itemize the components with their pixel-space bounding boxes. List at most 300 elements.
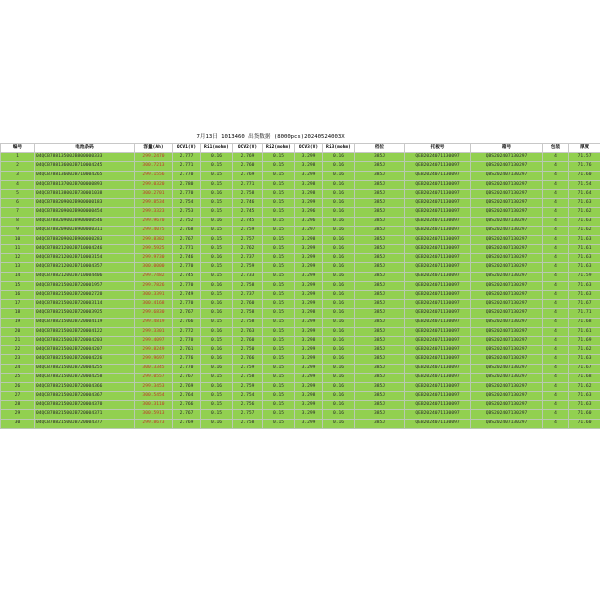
table-cell[interactable]: 0.15	[201, 392, 233, 401]
table-cell[interactable]: 0.16	[323, 327, 355, 336]
table-cell[interactable]: 2.746	[233, 199, 263, 208]
table-cell[interactable]: 0.16	[201, 300, 233, 309]
table-cell[interactable]: 2	[1, 162, 35, 171]
table-cell[interactable]: 0.16	[323, 217, 355, 226]
table-cell[interactable]: 0.15	[201, 226, 233, 235]
table-cell[interactable]: 0.15	[263, 336, 295, 345]
table-cell[interactable]: 3.298	[295, 180, 323, 189]
table-cell[interactable]: 71.62	[569, 382, 600, 391]
table-cell[interactable]: QEB2024071130097	[405, 162, 471, 171]
table-cell[interactable]: 385J	[355, 327, 405, 336]
table-cell[interactable]: QBS202407130297	[471, 208, 543, 217]
table-cell[interactable]: 2.762	[233, 245, 263, 254]
table-cell[interactable]: 0.15	[201, 401, 233, 410]
table-cell[interactable]: 2.768	[173, 226, 201, 235]
table-cell[interactable]: 4	[543, 263, 569, 272]
table-cell[interactable]: 4	[543, 226, 569, 235]
table-cell[interactable]: 299.9730	[135, 254, 173, 263]
table-cell[interactable]: 16	[1, 291, 35, 300]
table-cell[interactable]: 3.299	[295, 364, 323, 373]
table-cell[interactable]: 0.15	[201, 318, 233, 327]
table-cell[interactable]: QEB2024071130097	[405, 208, 471, 217]
table-cell[interactable]: 2.759	[233, 382, 263, 391]
table-cell[interactable]: 2.757	[233, 410, 263, 419]
table-cell[interactable]: QBS202407130297	[471, 254, 543, 263]
table-cell[interactable]: 385J	[355, 281, 405, 290]
table-cell[interactable]: 4	[543, 419, 569, 428]
table-cell[interactable]: 385J	[355, 235, 405, 244]
table-cell[interactable]: 385J	[355, 153, 405, 162]
table-cell[interactable]: 4	[543, 291, 569, 300]
table-cell[interactable]: 0.15	[201, 272, 233, 281]
table-cell[interactable]: 18	[1, 309, 35, 318]
table-cell[interactable]: 71.68	[569, 373, 600, 382]
table-cell[interactable]: 13	[1, 263, 35, 272]
table-cell[interactable]: 04QCB78821500JB720001957	[35, 281, 135, 290]
table-cell[interactable]: 385J	[355, 226, 405, 235]
table-cell[interactable]: 2.769	[173, 382, 201, 391]
table-cell[interactable]: 299.8673	[135, 419, 173, 428]
table-cell[interactable]: 2.777	[173, 153, 201, 162]
table-cell[interactable]: 299.4819	[135, 318, 173, 327]
table-cell[interactable]: 21	[1, 336, 35, 345]
table-cell[interactable]: QEB2024071130097	[405, 263, 471, 272]
table-cell[interactable]: 3.298	[295, 392, 323, 401]
table-cell[interactable]: 0.16	[323, 410, 355, 419]
table-cell[interactable]: 04QCB78821500JB720004377	[35, 419, 135, 428]
table-cell[interactable]: 2.754	[173, 199, 201, 208]
table-cell[interactable]: 3.298	[295, 162, 323, 171]
table-cell[interactable]: QEB2024071130097	[405, 235, 471, 244]
table-cell[interactable]: 385J	[355, 355, 405, 364]
table-cell[interactable]: 300.3345	[135, 364, 173, 373]
table-cell[interactable]: 2.760	[233, 336, 263, 345]
table-cell[interactable]: 4	[543, 355, 569, 364]
table-cell[interactable]: QEB2024071130097	[405, 318, 471, 327]
table-cell[interactable]: 2.772	[173, 327, 201, 336]
table-cell[interactable]: 2.760	[233, 162, 263, 171]
table-cell[interactable]: 71.57	[569, 153, 600, 162]
table-cell[interactable]: 71.63	[569, 392, 600, 401]
table-cell[interactable]: 04QCB78821500JB720004367	[35, 392, 135, 401]
table-cell[interactable]: 71.60	[569, 410, 600, 419]
table-cell[interactable]: 0.15	[263, 272, 295, 281]
table-cell[interactable]: 4	[543, 382, 569, 391]
table-cell[interactable]: 71.63	[569, 355, 600, 364]
table-cell[interactable]: 71.63	[569, 235, 600, 244]
table-cell[interactable]: 4	[543, 364, 569, 373]
table-cell[interactable]: 0.15	[263, 346, 295, 355]
table-cell[interactable]: 04QCB78821200JB710004406	[35, 272, 135, 281]
table-cell[interactable]: 04QCB78821500JB720004258	[35, 373, 135, 382]
table-cell[interactable]: 04QCB78821500JB720004370	[35, 401, 135, 410]
header-cell[interactable]: 箱号	[471, 144, 543, 153]
table-cell[interactable]: 4	[543, 336, 569, 345]
table-cell[interactable]: 71.60	[569, 419, 600, 428]
table-cell[interactable]: QBS202407130297	[471, 309, 543, 318]
table-cell[interactable]: 0.15	[263, 364, 295, 373]
table-cell[interactable]: 2.769	[233, 171, 263, 180]
table-cell[interactable]: 299.0557	[135, 373, 173, 382]
table-cell[interactable]: 28	[1, 401, 35, 410]
table-cell[interactable]: 0.15	[201, 263, 233, 272]
table-cell[interactable]: 0.16	[201, 281, 233, 290]
table-cell[interactable]: 04QCB78813500JB800000333	[35, 153, 135, 162]
table-cell[interactable]: 2.767	[173, 373, 201, 382]
table-cell[interactable]: 0.16	[323, 272, 355, 281]
table-cell[interactable]: 04QCB78821500JB720004226	[35, 355, 135, 364]
table-cell[interactable]: 2.770	[173, 263, 201, 272]
table-cell[interactable]: 385J	[355, 199, 405, 208]
table-cell[interactable]: 0.15	[263, 171, 295, 180]
table-cell[interactable]: 0.15	[201, 336, 233, 345]
header-cell[interactable]: 容量(Ah)	[135, 144, 173, 153]
table-cell[interactable]: 0.16	[323, 346, 355, 355]
table-cell[interactable]: 0.15	[263, 318, 295, 327]
table-cell[interactable]: 25	[1, 373, 35, 382]
table-cell[interactable]: 3.299	[295, 401, 323, 410]
table-cell[interactable]: 71.63	[569, 281, 600, 290]
table-cell[interactable]: 2.767	[173, 309, 201, 318]
table-cell[interactable]: 0.16	[323, 180, 355, 189]
table-cell[interactable]: 04QCB78821500JB720004203	[35, 336, 135, 345]
table-cell[interactable]: 0.16	[323, 355, 355, 364]
table-cell[interactable]: 19	[1, 318, 35, 327]
table-cell[interactable]: 10	[1, 235, 35, 244]
table-cell[interactable]: 300.5454	[135, 392, 173, 401]
table-cell[interactable]: 04QCB78813700JB700000893	[35, 180, 135, 189]
table-cell[interactable]: 2.770	[173, 171, 201, 180]
table-cell[interactable]: 0.15	[263, 300, 295, 309]
table-cell[interactable]: 0.15	[201, 291, 233, 300]
table-cell[interactable]: 71.63	[569, 199, 600, 208]
table-cell[interactable]: 04QCB78820900JB900000311	[35, 226, 135, 235]
table-cell[interactable]: 2.752	[173, 217, 201, 226]
table-cell[interactable]: 299.4075	[135, 226, 173, 235]
table-cell[interactable]: 04QCB78821500JB720002720	[35, 291, 135, 300]
table-cell[interactable]: 14	[1, 272, 35, 281]
table-cell[interactable]: 0.15	[201, 199, 233, 208]
table-cell[interactable]: 385J	[355, 401, 405, 410]
table-cell[interactable]: 2.767	[173, 410, 201, 419]
table-cell[interactable]: 12	[1, 254, 35, 263]
table-cell[interactable]: 04QCB78821200JB710004246	[35, 245, 135, 254]
table-cell[interactable]: 0.16	[201, 382, 233, 391]
table-cell[interactable]: 0.15	[201, 235, 233, 244]
table-cell[interactable]: 0.16	[323, 373, 355, 382]
table-cell[interactable]: QBS202407130297	[471, 300, 543, 309]
table-cell[interactable]: QBS202407130297	[471, 217, 543, 226]
table-cell[interactable]: 23	[1, 355, 35, 364]
table-cell[interactable]: 0.15	[263, 180, 295, 189]
table-cell[interactable]: 299.1556	[135, 171, 173, 180]
table-cell[interactable]: 2.771	[173, 162, 201, 171]
table-cell[interactable]: 04QCB78820900JB900000183	[35, 199, 135, 208]
table-cell[interactable]: 0.16	[201, 217, 233, 226]
table-cell[interactable]: QEB2024071130097	[405, 199, 471, 208]
table-cell[interactable]: 0.15	[263, 263, 295, 272]
table-cell[interactable]: 4	[543, 189, 569, 198]
table-cell[interactable]: 3.299	[295, 346, 323, 355]
table-cell[interactable]: 385J	[355, 318, 405, 327]
table-cell[interactable]: 299.8249	[135, 346, 173, 355]
table-cell[interactable]: QEB2024071130097	[405, 153, 471, 162]
table-cell[interactable]: QBS202407130297	[471, 336, 543, 345]
table-cell[interactable]: 0.16	[323, 162, 355, 171]
table-cell[interactable]: 04QCB78821200JB710004357	[35, 263, 135, 272]
header-cell[interactable]: Ri1(mohm)	[201, 144, 233, 153]
table-cell[interactable]: 71.69	[569, 336, 600, 345]
table-cell[interactable]: 4	[543, 401, 569, 410]
table-cell[interactable]: 26	[1, 382, 35, 391]
header-cell[interactable]: 电池条码	[35, 144, 135, 153]
table-cell[interactable]: 299.6830	[135, 309, 173, 318]
table-cell[interactable]: 0.16	[323, 263, 355, 272]
table-cell[interactable]: QBS202407130297	[471, 245, 543, 254]
table-cell[interactable]: 0.15	[201, 245, 233, 254]
table-cell[interactable]: QEB2024071130097	[405, 171, 471, 180]
table-cell[interactable]: QEB2024071130097	[405, 392, 471, 401]
header-cell[interactable]: OCV2(V)	[233, 144, 263, 153]
table-cell[interactable]: 299.9670	[135, 217, 173, 226]
table-cell[interactable]: 9	[1, 226, 35, 235]
table-cell[interactable]: 3.296	[295, 208, 323, 217]
table-cell[interactable]: QEB2024071130097	[405, 245, 471, 254]
table-cell[interactable]: QBS202407130297	[471, 263, 543, 272]
table-cell[interactable]: 2.759	[233, 364, 263, 373]
table-cell[interactable]: 299.5925	[135, 245, 173, 254]
table-cell[interactable]: QBS202407130297	[471, 226, 543, 235]
table-cell[interactable]: 3.298	[295, 235, 323, 244]
header-cell[interactable]: OCV1(V)	[173, 144, 201, 153]
table-cell[interactable]: 0.15	[201, 162, 233, 171]
table-cell[interactable]: 2.767	[173, 235, 201, 244]
table-cell[interactable]: 71.67	[569, 300, 600, 309]
table-cell[interactable]: 5	[1, 189, 35, 198]
table-cell[interactable]: QEB2024071130097	[405, 327, 471, 336]
table-cell[interactable]: 2.759	[233, 263, 263, 272]
table-cell[interactable]: 2.746	[173, 254, 201, 263]
table-cell[interactable]: 0.15	[263, 309, 295, 318]
table-cell[interactable]: 2.737	[233, 291, 263, 300]
table-cell[interactable]: 0.16	[323, 189, 355, 198]
table-cell[interactable]: 0.16	[323, 364, 355, 373]
table-cell[interactable]: 385J	[355, 245, 405, 254]
table-cell[interactable]: 2.745	[233, 208, 263, 217]
table-cell[interactable]: QBS202407130297	[471, 364, 543, 373]
table-cell[interactable]: 385J	[355, 254, 405, 263]
table-cell[interactable]: 0.16	[201, 346, 233, 355]
table-cell[interactable]: 04QCB78821500JB720004366	[35, 382, 135, 391]
table-cell[interactable]: 2.766	[233, 355, 263, 364]
table-cell[interactable]: 2.750	[233, 346, 263, 355]
table-cell[interactable]: 0.16	[323, 171, 355, 180]
table-cell[interactable]: 71.62	[569, 346, 600, 355]
table-cell[interactable]: 71.67	[569, 364, 600, 373]
table-cell[interactable]: QBS202407130297	[471, 346, 543, 355]
table-cell[interactable]: 3.298	[295, 336, 323, 345]
table-cell[interactable]: 2.760	[233, 300, 263, 309]
table-cell[interactable]: 385J	[355, 263, 405, 272]
table-cell[interactable]: 0.15	[263, 208, 295, 217]
table-cell[interactable]: 299.4097	[135, 336, 173, 345]
table-cell[interactable]: 3.299	[295, 254, 323, 263]
table-cell[interactable]: 4	[543, 199, 569, 208]
table-cell[interactable]: 4	[543, 272, 569, 281]
table-cell[interactable]: 3.299	[295, 410, 323, 419]
table-cell[interactable]: 3.299	[295, 382, 323, 391]
table-cell[interactable]: 2.754	[233, 392, 263, 401]
table-cell[interactable]: 71.62	[569, 208, 600, 217]
table-cell[interactable]: QBS202407130297	[471, 153, 543, 162]
table-cell[interactable]: 24	[1, 364, 35, 373]
table-cell[interactable]: 300.5913	[135, 410, 173, 419]
table-cell[interactable]: 0.16	[323, 309, 355, 318]
table-cell[interactable]: 300.3110	[135, 401, 173, 410]
table-cell[interactable]: 0.15	[263, 327, 295, 336]
table-cell[interactable]: 4	[543, 245, 569, 254]
table-cell[interactable]: 2.749	[173, 291, 201, 300]
table-cell[interactable]: QEB2024071130097	[405, 364, 471, 373]
table-cell[interactable]: 300.4168	[135, 300, 173, 309]
table-cell[interactable]: 0.16	[201, 254, 233, 263]
table-cell[interactable]: 2.745	[173, 272, 201, 281]
table-cell[interactable]: 300.0000	[135, 263, 173, 272]
table-cell[interactable]: 385J	[355, 382, 405, 391]
table-cell[interactable]: 0.16	[323, 392, 355, 401]
table-cell[interactable]: 0.15	[201, 208, 233, 217]
table-cell[interactable]: QEB2024071130097	[405, 346, 471, 355]
table-cell[interactable]: 385J	[355, 364, 405, 373]
table-cell[interactable]: 0.16	[323, 318, 355, 327]
table-cell[interactable]: 385J	[355, 162, 405, 171]
table-cell[interactable]: 17	[1, 300, 35, 309]
table-cell[interactable]: 299.9697	[135, 355, 173, 364]
table-cell[interactable]: 04QCB78820900JB900000283	[35, 235, 135, 244]
table-cell[interactable]: 385J	[355, 208, 405, 217]
table-cell[interactable]: 2.770	[173, 300, 201, 309]
table-cell[interactable]: 385J	[355, 392, 405, 401]
table-cell[interactable]: 4	[543, 153, 569, 162]
table-cell[interactable]: 2.753	[173, 208, 201, 217]
table-cell[interactable]: 4	[1, 180, 35, 189]
table-cell[interactable]: QBS202407130297	[471, 235, 543, 244]
table-cell[interactable]: 0.16	[323, 153, 355, 162]
table-cell[interactable]: 385J	[355, 217, 405, 226]
table-cell[interactable]: 0.15	[263, 419, 295, 428]
table-cell[interactable]: QBS202407130297	[471, 272, 543, 281]
table-cell[interactable]: 300.7213	[135, 162, 173, 171]
table-cell[interactable]: 3.299	[295, 373, 323, 382]
table-cell[interactable]: 0.16	[323, 336, 355, 345]
table-cell[interactable]: 4	[543, 373, 569, 382]
table-cell[interactable]: 04QCB78821500JB720003114	[35, 300, 135, 309]
table-cell[interactable]: 0.16	[201, 419, 233, 428]
table-cell[interactable]: 2.766	[173, 401, 201, 410]
table-cell[interactable]: QEB2024071130097	[405, 401, 471, 410]
table-cell[interactable]: 04QCB78813800JB730001038	[35, 189, 135, 198]
table-cell[interactable]: 0.16	[201, 327, 233, 336]
table-cell[interactable]: QEB2024071130097	[405, 180, 471, 189]
table-cell[interactable]: 3	[1, 171, 35, 180]
table-cell[interactable]: 04QCB78821500JB720004122	[35, 327, 135, 336]
table-cell[interactable]: 300.3391	[135, 291, 173, 300]
table-cell[interactable]: QEB2024071130097	[405, 419, 471, 428]
table-cell[interactable]: 4	[543, 346, 569, 355]
table-cell[interactable]: 4	[543, 235, 569, 244]
table-cell[interactable]: 3.299	[295, 355, 323, 364]
table-cell[interactable]: 2.758	[233, 419, 263, 428]
table-cell[interactable]: QEB2024071130097	[405, 291, 471, 300]
table-cell[interactable]: 3.298	[295, 309, 323, 318]
table-cell[interactable]: 0.15	[201, 171, 233, 180]
table-cell[interactable]: 0.15	[263, 199, 295, 208]
table-cell[interactable]: 0.16	[201, 153, 233, 162]
table-cell[interactable]: 4	[543, 162, 569, 171]
table-cell[interactable]: 71.61	[569, 245, 600, 254]
table-cell[interactable]: 0.16	[323, 401, 355, 410]
table-cell[interactable]: 299.0320	[135, 180, 173, 189]
table-cell[interactable]: 3.299	[295, 171, 323, 180]
table-cell[interactable]: 385J	[355, 309, 405, 318]
header-cell[interactable]: 托板号	[405, 144, 471, 153]
table-cell[interactable]: 4	[543, 180, 569, 189]
table-cell[interactable]: QBS202407130297	[471, 281, 543, 290]
table-cell[interactable]: 0.15	[263, 226, 295, 235]
table-cell[interactable]: 299.8534	[135, 199, 173, 208]
table-cell[interactable]: 385J	[355, 171, 405, 180]
table-cell[interactable]: 1	[1, 153, 35, 162]
table-cell[interactable]: 4	[543, 217, 569, 226]
table-cell[interactable]: 0.15	[263, 373, 295, 382]
table-cell[interactable]: 04QCB78813600JB710004245	[35, 162, 135, 171]
table-cell[interactable]: QBS202407130297	[471, 171, 543, 180]
table-cell[interactable]: 04QCB78820900JB900000454	[35, 208, 135, 217]
table-cell[interactable]: 385J	[355, 180, 405, 189]
table-cell[interactable]: QBS202407130297	[471, 410, 543, 419]
table-cell[interactable]: 3.299	[295, 199, 323, 208]
table-cell[interactable]: QBS202407130297	[471, 373, 543, 382]
table-cell[interactable]: 2.761	[173, 346, 201, 355]
table-cell[interactable]: 04QCB78821500JB720003925	[35, 309, 135, 318]
table-cell[interactable]: 4	[543, 300, 569, 309]
table-cell[interactable]: 385J	[355, 291, 405, 300]
table-cell[interactable]: 3.299	[295, 327, 323, 336]
table-cell[interactable]: 4	[543, 281, 569, 290]
table-cell[interactable]: 3.298	[295, 189, 323, 198]
table-cell[interactable]: 0.16	[323, 208, 355, 217]
table-cell[interactable]: 04QCB78821500JB720004207	[35, 346, 135, 355]
table-cell[interactable]: 3.299	[295, 263, 323, 272]
table-cell[interactable]: 0.15	[263, 410, 295, 419]
table-cell[interactable]: 0.16	[323, 281, 355, 290]
table-cell[interactable]: 0.15	[263, 254, 295, 263]
table-cell[interactable]: 0.15	[263, 245, 295, 254]
table-cell[interactable]: 385J	[355, 336, 405, 345]
table-cell[interactable]: 0.16	[201, 355, 233, 364]
header-cell[interactable]: OCV3(V)	[295, 144, 323, 153]
table-cell[interactable]: 0.15	[263, 355, 295, 364]
table-cell[interactable]: QBS202407130297	[471, 382, 543, 391]
header-cell[interactable]: Ri2(mohm)	[263, 144, 295, 153]
table-cell[interactable]: 299.8382	[135, 235, 173, 244]
table-cell[interactable]: 0.15	[263, 217, 295, 226]
table-cell[interactable]: 4	[543, 254, 569, 263]
header-cell[interactable]: Ri3(mohm)	[323, 144, 355, 153]
table-cell[interactable]: 2.759	[233, 226, 263, 235]
table-cell[interactable]: 04QCB78821500JB720004119	[35, 318, 135, 327]
table-cell[interactable]: 2.763	[233, 327, 263, 336]
